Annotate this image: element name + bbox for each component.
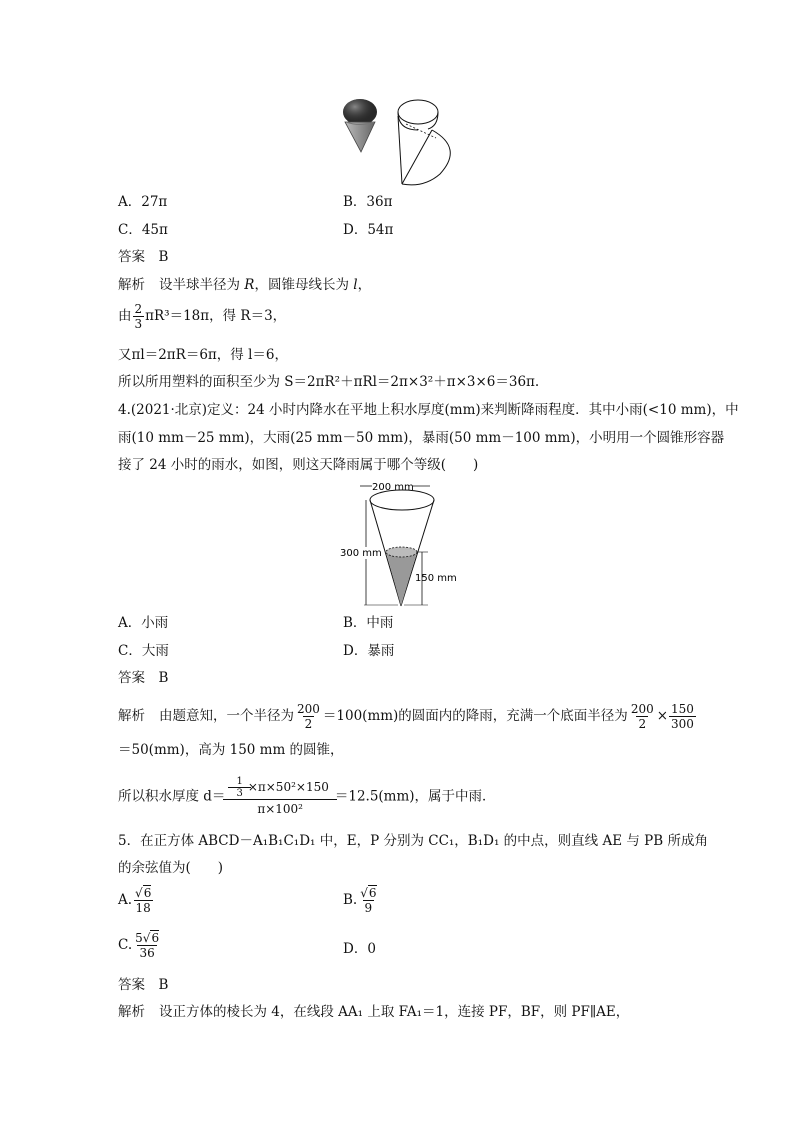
q3-analysis-line4: 所以所用塑料的面积至少为 S＝2πR²＋πRl＝2π×3²＋π×3×6＝36π. bbox=[118, 374, 540, 390]
cone-rim bbox=[370, 490, 434, 510]
q4-stem-line1: 4.(2021·北京)定义：24 小时内降水在平地上积水厚度(mm)来判断降雨程度．其中小雨(<10 mm)，中 bbox=[118, 402, 739, 418]
q4-analysis-line1: 解析 由题意知，一个半径为 $\frac{200}{2}$ ＝100(mm)的圆面内的降雨，充满一个底面半径为 $\frac{200}{2}$ × $\frac{150}{300}$ bbox=[118, 702, 694, 731]
label-150mm: 150 mm bbox=[415, 573, 457, 584]
q4-stem-line2: 雨(10 mm－25 mm)，大雨(25 mm－50 mm)，暴雨(50 mm－100 mm)，小明用一个圆锥形容器 bbox=[118, 430, 725, 446]
q4-analysis-line3: 所以积水厚度 d＝ $\frac{1}{3}$ ×π×50²×150 π×100² ＝12.5(mm)，属于中雨． bbox=[118, 776, 496, 816]
q4-option-d: D．暴雨 bbox=[343, 643, 395, 659]
q3-option-c: C．45π bbox=[118, 222, 168, 238]
label-200mm: 200 mm bbox=[372, 482, 414, 493]
q4-analysis-line2: ＝50(mm)，高为 150 mm 的圆锥， bbox=[118, 742, 344, 758]
fraction-two-thirds: $\frac{2}{3}$ bbox=[134, 302, 143, 331]
q5-answer: 答案 B bbox=[118, 977, 169, 993]
cone-body bbox=[345, 122, 375, 152]
q5-option-d: D．0 bbox=[343, 941, 376, 957]
q4-stem-line3: 接了 24 小时的雨水，如图，则这天降雨属于哪个等级( ) bbox=[118, 457, 479, 473]
q5-option-c: C. $\frac{5√6}{36}$ bbox=[118, 931, 160, 960]
sector-arc bbox=[402, 130, 450, 185]
q3-option-b: B．36π bbox=[343, 194, 393, 210]
q5-option-a: A. $\frac{√6}{18}$ bbox=[118, 886, 152, 915]
open-hemisphere bbox=[398, 100, 438, 124]
label-300mm: 300 mm bbox=[340, 548, 382, 559]
sector-edge bbox=[402, 130, 432, 184]
q4-option-b: B．中雨 bbox=[343, 615, 394, 631]
q4-option-a: A．小雨 bbox=[118, 615, 169, 631]
water-depth-fraction: $\frac{1}{3}$ ×π×50²×150 π×100² bbox=[227, 776, 332, 818]
q3-option-d: D．54π bbox=[343, 222, 394, 238]
q3-analysis-line1: 解析 设半球半径为 R，圆锥母线长为 l， bbox=[118, 277, 372, 293]
q4-answer: 答案 B bbox=[118, 670, 169, 686]
q3-analysis-line3: 又πl＝2πR＝6π，得 l＝6， bbox=[118, 347, 288, 363]
q3-option-a: A．27π bbox=[118, 194, 168, 210]
ice-cream-figure bbox=[336, 96, 466, 188]
q5-stem-line2: 的余弦值为( ) bbox=[118, 860, 224, 876]
q5-analysis-line1: 解析 设正方体的棱长为 4，在线段 AA₁ 上取 FA₁＝1，连接 PF，BF，则 PF∥AE， bbox=[118, 1004, 630, 1020]
q4-option-c: C．大雨 bbox=[118, 643, 169, 659]
q5-stem-line1: 5．在正方体 ABCD－A₁B₁C₁D₁ 中，E，P 分别为 CC₁，B₁D₁ 的中点，则直线 AE 与 PB 所成角 bbox=[118, 833, 708, 849]
q3-answer: 答案 B bbox=[118, 249, 169, 265]
q3-analysis-line2: 由 $\frac{2}{3}$ πR³＝18π，得 R＝3， bbox=[118, 302, 287, 331]
cone-container-figure bbox=[336, 478, 466, 610]
water-volume bbox=[386, 552, 417, 606]
q5-option-b: B. $\frac{√6}{9}$ bbox=[343, 886, 377, 915]
